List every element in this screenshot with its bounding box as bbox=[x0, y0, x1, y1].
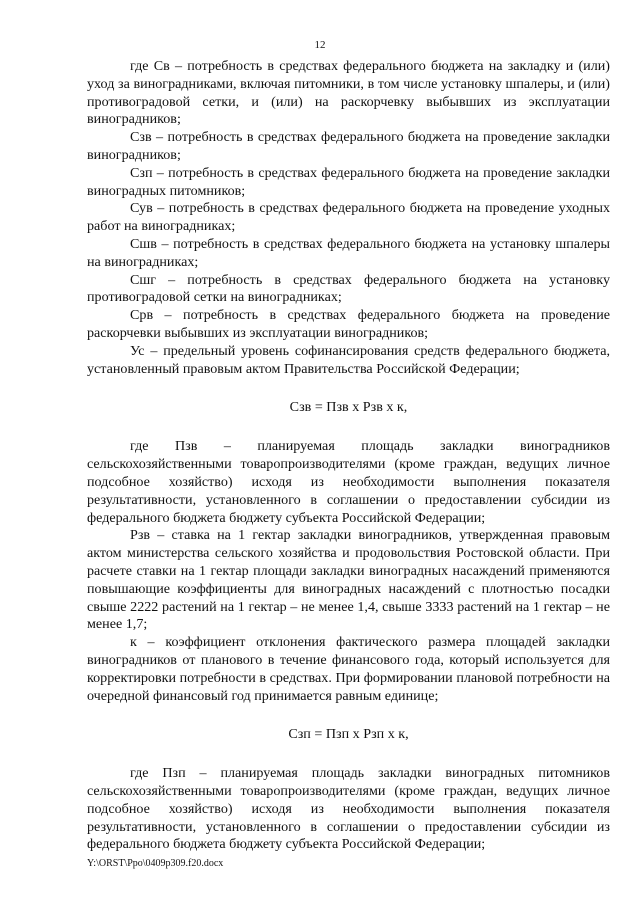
paragraph-k-definition: к – коэффициент отклонения фактического размера площадей закладки виноградников от планового в течение финансового года, который используется для корректировки потребности в средствах. При формировании плановой потребности на очередной финансовый год принимается равным единице; bbox=[87, 634, 610, 704]
paragraph-czp-definition: Сзп – потребность в средствах федерального бюджета на проведение закладки виноградных питомников; bbox=[87, 164, 610, 199]
paragraph-rzv-definition: Рзв – ставка на 1 гектар закладки виноградников, утвержденная правовым актом министерства сельского хозяйства и продовольствия Ростовской области. При расчете ставки на 1 гектар площади закладки виноградных насаждений применяются повышающие коэффициенты для виноградных насаждений с плотностью посадки свыше 2222 растений на 1 гектар – не менее 1,4, свыше 3333 растений на 1 гектар – не менее 1,7; bbox=[87, 527, 610, 633]
paragraph-cshg-definition: Сшг – потребность в средствах федерального бюджета на установку противоградовой сетки на виноградниках; bbox=[87, 271, 610, 306]
formula-czv: Сзв = Пзв х Рзв х к, bbox=[289, 399, 408, 416]
paragraph-crv-definition: Срв – потребность в средствах федерального бюджета на проведение раскорчевки выбывших из эксплуатации виноградников; bbox=[87, 307, 610, 341]
document-body bbox=[87, 58, 610, 854]
page-number: 12 bbox=[314, 39, 326, 51]
paragraph-pzv-definition: где Пзв – планируемая площадь закладки виноградников сельскохозяйственными товаропроизводителями (кроме граждан, ведущих личное подсобное хозяйство) исходя из необходимости выполнения показателя результативности, установленного в соглашении о предоставлении субсидии из федерального бюджета бюджету субъекта Российской Федерации; bbox=[87, 438, 610, 526]
paragraph-pzp-definition: где Пзп – планируемая площадь закладки виноградных питомников сельскохозяйственными товаропроизводителями (кроме граждан, ведущих личное подсобное хозяйство) исходя из необходимости выполнения показателя результативности, установленного в соглашении о предоставлении субсидии из федерального бюджета бюджету субъекта Российской Федерации; bbox=[87, 765, 610, 853]
paragraph-czv-definition: Сзв – потребность в средствах федерального бюджета на проведение закладки виноградников; bbox=[87, 129, 610, 163]
footer-file-path: Y:\ORST\Ppo\0409p309.f20.docx bbox=[87, 858, 224, 869]
paragraph-uc-definition: Ус – предельный уровень софинансирования средств федерального бюджета, установленный правовым актом Правительства Российской Федерации; bbox=[87, 342, 610, 377]
paragraph-cv-definition: где Св – потребность в средствах федерального бюджета на закладку и (или) уход за виноградниками, включая питомники, в том числе установку шпалеры, и (или) противоградовой сетки, и (или) на раскорчевку выбывших из эксплуатации виноградников; bbox=[87, 58, 610, 128]
paragraph-cshv-definition: Сшв – потребность в средствах федерального бюджета на установку шпалеры на виноградниках; bbox=[87, 235, 610, 270]
formula-czp: Сзп = Пзп х Рзп х к, bbox=[288, 726, 409, 743]
paragraph-cuv-definition: Сув – потребность в средствах федерального бюджета на проведение уходных работ на виноградниках; bbox=[87, 200, 610, 235]
